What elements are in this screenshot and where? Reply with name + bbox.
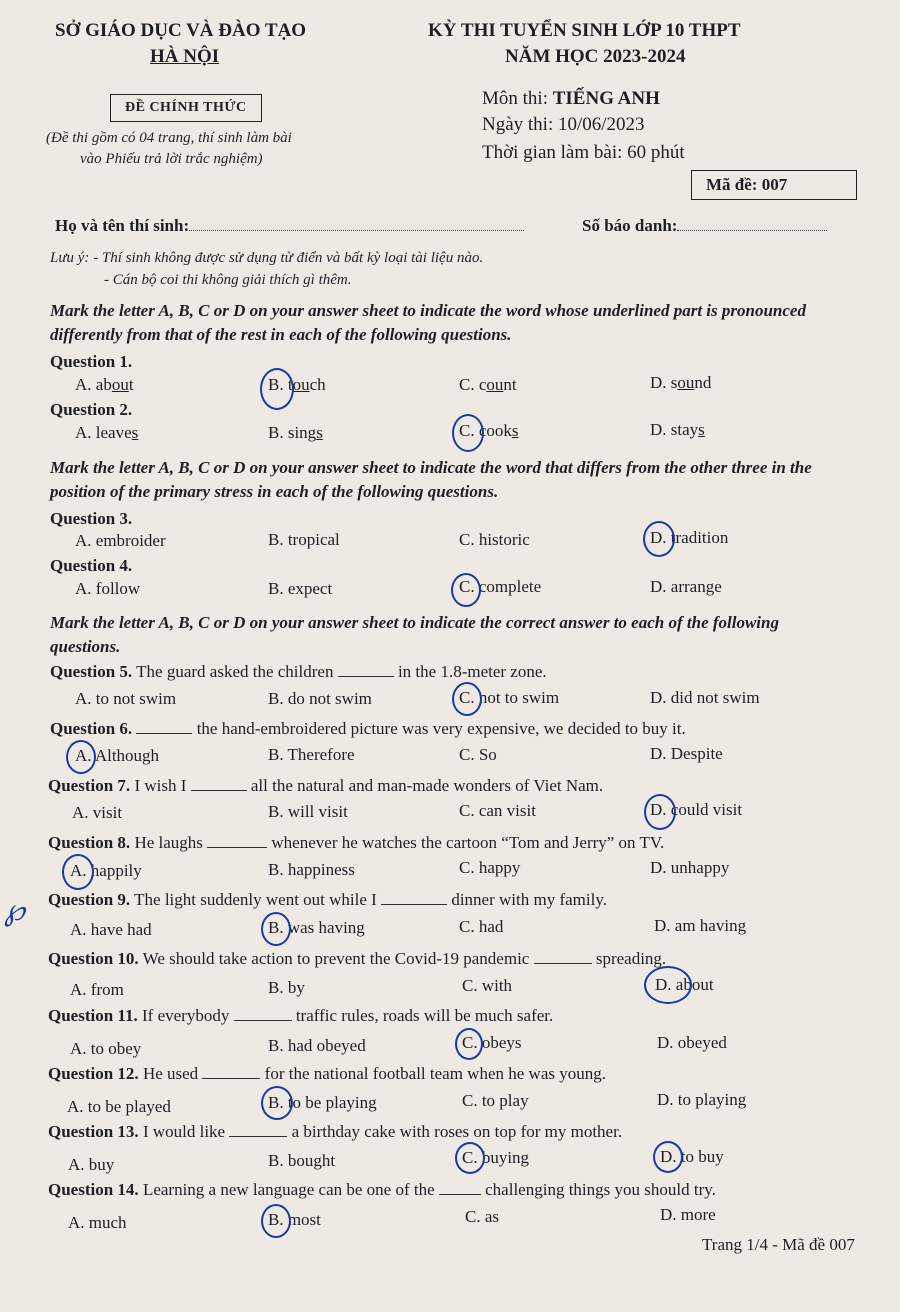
date-value: 10/06/2023 [558,114,645,135]
q4-option-b: B. expect [268,579,333,598]
exam-title: KỲ THI TUYỂN SINH LỚP 10 THPT [428,20,741,41]
date-line [482,114,645,136]
q10-option-c: C. with [462,976,513,995]
instruction-pronunciation: Mark the letter A, B, C or D on your answer sheet to indicate the word whose underlined part is pronounced differently from that of the rest in each of the following questions. [50,301,806,344]
q5-option-d: D. did not swim [650,688,760,707]
question-14-stem: Question 14. Learning a new language can be one of the challenging things you should try. [48,1180,716,1199]
pages-note-line2: vào Phiếu trả lời trắc nghiệm) [80,151,263,167]
q13-option-c: C. buying [462,1148,530,1167]
q10-option-d: D. about [655,975,714,994]
duration-label: Thời gian làm bài: [482,142,623,163]
q3-option-a: A. embroider [75,531,166,550]
question-2-label: Question 2. [50,400,133,419]
q11-option-a: A. to obey [70,1039,142,1058]
q13-option-a: A. buy [68,1155,115,1174]
question-5-stem: Question 5. The guard asked the children in the 1.8-meter zone. [50,662,547,681]
q9-option-a: A. have had [70,920,152,939]
q12-option-b: B. to be playing [268,1093,377,1112]
school-year: NĂM HỌC 2023-2024 [505,46,686,67]
q12-option-c: C. to play [462,1091,529,1110]
candidate-id-label: Số báo danh: [582,216,678,235]
q8-option-c: C. happy [459,858,521,877]
question-13-stem: Question 13. I would like a birthday cake with roses on top for my mother. [48,1122,623,1141]
q12-option-a: A. to be played [67,1097,171,1116]
q8-option-a: A. happily [70,861,142,880]
q4-option-c: C. complete [459,577,542,596]
q5-option-b: B. do not swim [268,689,372,708]
question-3-label: Question 3. [50,509,133,528]
q2-option-b: B. sings [268,423,323,442]
department-name: SỞ GIÁO DỤC VÀ ĐÀO TẠO [55,20,307,41]
notes-text1: - Thí sinh không được sử dụng từ điển và bất kỳ loại tài liệu nào. [93,250,484,266]
q13-option-b: B. bought [268,1151,336,1170]
question-9-stem: Question 9. The light suddenly went out while I dinner with my family. [48,890,607,909]
q7-option-c: C. can visit [459,801,536,820]
q7-option-a: A. visit [72,803,123,822]
q8-option-b: B. happiness [268,860,355,879]
department-city: HÀ NỘI [150,46,220,67]
q5-option-a: A. to not swim [75,689,177,708]
q3-option-d: D. tradition [650,528,729,547]
q9-option-b: B. was having [268,918,365,937]
q14-option-c: C. as [465,1207,499,1226]
question-10-stem: Question 10. We should take action to prevent the Covid-19 pandemic spreading. [48,949,667,968]
instruction-stress: Mark the letter A, B, C or D on your answer sheet to indicate the word that differs from the other three in the position of the primary stress in each of the following questions. [50,458,812,501]
question-8-stem: Question 8. He laughs whenever he watches the cartoon “Tom and Jerry” on TV. [48,833,665,852]
subject-value: TIẾNG ANH [552,88,660,109]
q9-option-d: D. am having [654,916,747,935]
duration-line [482,142,685,164]
question-11-stem: Question 11. If everybody traffic rules, roads will be much safer. [48,1006,554,1025]
question-7-stem: Question 7. I wish I all the natural and man-made wonders of Viet Nam. [48,776,604,795]
question-12-stem: Question 12. He used for the national football team when he was young. [48,1064,606,1083]
candidate-name-field [55,216,524,236]
page-footer: Trang 1/4 - Mã đề 007 [702,1235,855,1254]
q11-option-c: C. obeys [462,1033,522,1052]
q13-option-d: D. to buy [660,1147,724,1166]
q6-option-d: D. Despite [650,744,723,763]
q3-option-b: B. tropical [268,530,340,549]
q12-option-d: D. to playing [657,1090,747,1109]
question-6-stem: Question 6. the hand-embroidered picture was very expensive, we decided to buy it. [50,719,686,738]
margin-scribble-icon: ℘ [4,894,25,927]
question-1-label: Question 1. [50,352,133,371]
q2-option-c: C. cooks [459,421,519,440]
subject-line [482,88,660,110]
q6-option-a: A. Although [75,746,160,765]
q1-option-c: C. count [459,375,517,394]
q1-option-d: D. sound [650,373,712,392]
duration-value: 60 phút [627,142,685,163]
q14-option-b: B. most [268,1210,321,1229]
candidate-id-field [582,216,827,236]
pages-note-line1: (Đề thi gồm có 04 trang, thí sinh làm bài [46,130,292,146]
q1-option-a: A. about [75,375,134,394]
q2-option-a: A. leaves [75,423,139,442]
date-label: Ngày thi: [482,114,554,135]
question-4-label: Question 4. [50,556,133,575]
notes-label: Lưu ý: [50,250,90,266]
q4-option-a: A. follow [75,579,141,598]
notes-line2: - Cán bộ coi thi không giải thích gì thêm. [104,272,352,288]
q10-option-b: B. by [268,978,305,997]
exam-code-box: Mã đề: 007 [691,170,857,200]
q14-option-a: A. much [68,1213,127,1232]
q10-option-a: A. from [70,980,124,999]
q6-option-b: B. Therefore [268,745,355,764]
q4-option-d: D. arrange [650,577,722,596]
q14-option-d: D. more [660,1205,716,1224]
q11-option-d: D. obeyed [657,1033,727,1052]
q1-option-b: B. touch [268,375,326,394]
q2-option-d: D. stays [650,420,705,439]
q11-option-b: B. had obeyed [268,1036,366,1055]
candidate-name-blank [189,230,524,231]
candidate-id-blank [677,230,827,231]
instruction-grammar: Mark the letter A, B, C or D on your answer sheet to indicate the correct answer to each of the following questions. [50,613,779,656]
subject-label: Môn thi: [482,88,548,109]
q7-option-d: D. could visit [650,800,743,819]
q3-option-c: C. historic [459,530,530,549]
notes-line1 [50,250,483,267]
q9-option-c: C. had [459,917,504,936]
q8-option-d: D. unhappy [650,858,730,877]
q5-option-c: C. not to swim [459,688,560,707]
q7-option-b: B. will visit [268,802,348,821]
candidate-name-label: Họ và tên thí sinh: [55,216,190,235]
q6-option-c: C. So [459,745,497,764]
official-stamp: ĐỀ CHÍNH THỨC [110,94,262,122]
